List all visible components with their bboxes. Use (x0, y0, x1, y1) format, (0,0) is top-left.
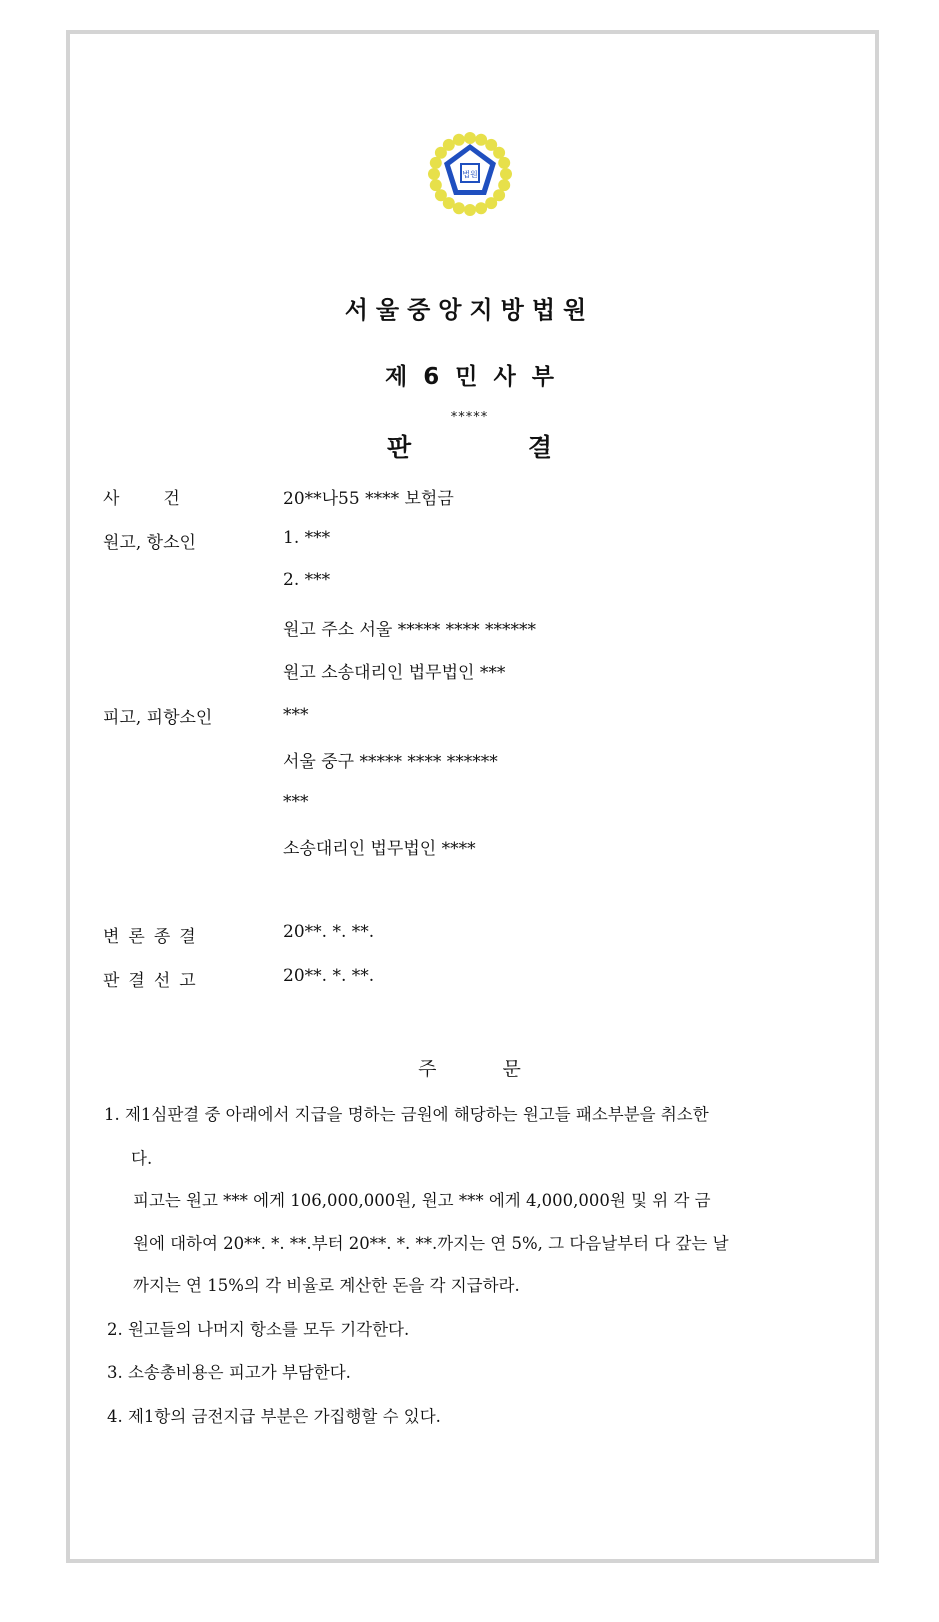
party-value: 서울 중구 ***** **** ****** (283, 752, 498, 772)
judgment-line: 원에 대하여 20**. *. **.부터 20**. *. **.까지는 연 5%, 그 다음날부터 다 갚는 날 (133, 1234, 729, 1253)
party-value: 20**나55 **** 보험금 (283, 489, 454, 509)
judgment-line: 3. 소송총비용은 피고가 부담한다. (107, 1363, 351, 1382)
party-label-plaintiff: 원고, 항소인 (103, 533, 196, 553)
division-name: 제 6 민 사 부 (385, 364, 554, 390)
emblem-petal (475, 202, 487, 214)
party-value: 2. *** (283, 570, 331, 590)
party-value: 소송대리인 법무법인 **** (283, 839, 476, 859)
judgment-line: 다. (131, 1149, 153, 1168)
party-value: 1. *** (283, 528, 331, 548)
emblem-petal (464, 204, 476, 216)
judgment-heading: 주 문 (418, 1058, 521, 1080)
date-label-hearing-end: 변론종결 (103, 927, 205, 947)
court-name: 서울중앙지방법원 (344, 296, 595, 324)
party-value: 원고 주소 서울 ***** **** ****** (283, 620, 537, 640)
party-value: 원고 소송대리인 법무법인 *** (283, 663, 506, 683)
judgment-line: 4. 제1항의 금전지급 부분은 가집행할 수 있다. (107, 1407, 441, 1426)
emblem-petal (428, 168, 440, 180)
judgment-line: 2. 원고들의 나머지 항소를 모두 기각한다. (107, 1320, 410, 1339)
date-value: 20**. *. **. (283, 922, 375, 942)
party-label-defendant: 피고, 피항소인 (103, 708, 213, 728)
party-value: *** (283, 792, 309, 812)
emblem-petal (498, 157, 510, 169)
document-title: 판 결 (386, 433, 552, 462)
emblem-petal (500, 168, 512, 180)
date-label-pronouncement: 판결선고 (103, 971, 205, 991)
party-value: *** (283, 705, 309, 725)
emblem-petal (453, 134, 465, 146)
svg-text:법원: 법원 (462, 170, 478, 179)
emblem-petal (464, 132, 476, 144)
case-mask: ***** (450, 410, 489, 425)
date-value: 20**. *. **. (283, 966, 375, 986)
party-label-case: 사건 (103, 489, 224, 509)
court-emblem-icon (424, 128, 516, 220)
judgment-line: 피고는 원고 *** 에게 106,000,000원, 원고 *** 에게 4,000,000원 및 위 각 금 (133, 1191, 711, 1210)
emblem-petal (430, 179, 442, 191)
judgment-line: 1. 제1심판결 중 아래에서 지급을 명하는 금원에 해당하는 원고들 패소부분을 취소한 (104, 1105, 709, 1124)
judgment-line: 까지는 연 15%의 각 비율로 계산한 돈을 각 지급하라. (133, 1276, 520, 1295)
